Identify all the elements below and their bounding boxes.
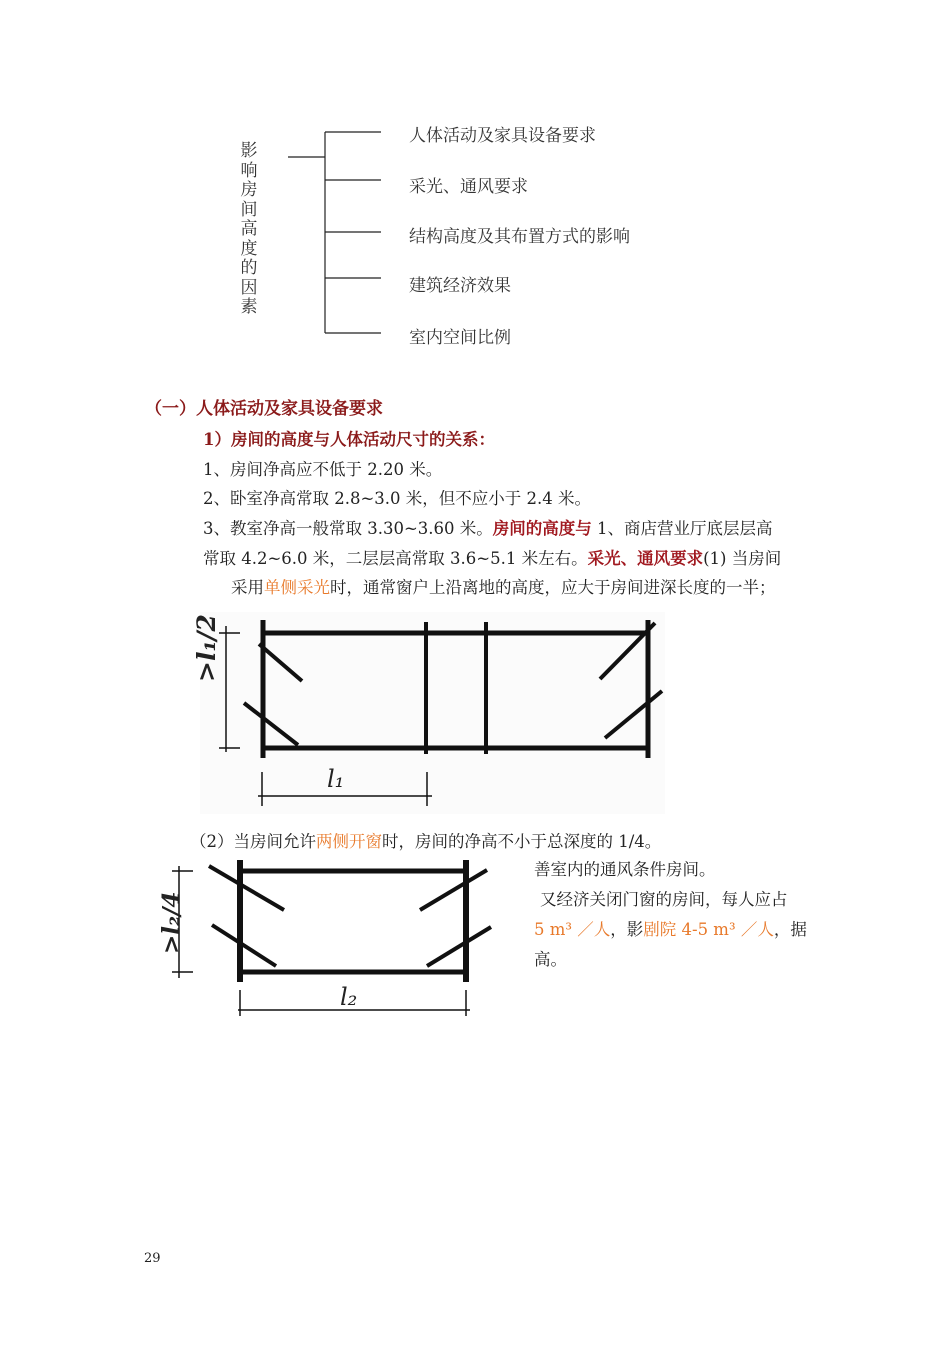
text-run: （2）当房间允许 [190,832,316,851]
figure1-horizontal-label: l₁ [327,765,345,793]
tree-item: 人体活动及家具设备要求 [409,126,596,146]
text-fragment: 高。 [534,950,567,969]
text-run: ，影 [610,920,644,939]
page-number: 29 [144,1251,161,1266]
highlight-orange: 单侧采光 [264,578,330,597]
text-run: 1、商店营业厅底层层高 [591,519,773,538]
text-run: (1) 当房间 [703,549,782,568]
text-run: 采用 [231,578,264,597]
text-fragment: 善室内的通风条件房间。 [534,860,716,879]
text-fragment [534,916,807,940]
paragraph-line: 2、卧室净高常取 2.8~3.0 米，但不应小于 2.4 米。 [203,489,592,508]
highlight-red: 采光、通风要求 [587,549,704,568]
figure2-horizontal-label: l₂ [340,983,358,1011]
text-run: ，据 [773,920,807,939]
tree-item: 室内空间比例 [409,328,511,348]
tree-item: 建筑经济效果 [409,276,511,296]
tree-item: 结构高度及其布置方式的影响 [409,227,630,247]
text-run: 常取 4.2~6.0 米，二层层高常取 3.6~5.1 米左右。 [203,549,588,568]
section-subheading: 1）房间的高度与人体活动尺寸的关系： [203,430,495,449]
section-heading: （一）人体活动及家具设备要求 [145,399,383,419]
text-run: 时，房间的净高不小于总深度的 1/4。 [382,832,662,851]
highlight-orange: 剧院 4-5 m³ ／人 [643,920,774,939]
highlight-orange: 两侧开窗 [316,832,382,851]
text-run: 时，通常窗户上沿离地的高度，应大于房间进深长度的一半； [330,578,776,597]
text-fragment: 又经济关闭门窗的房间，每人应占 [540,890,788,909]
highlight-orange: 5 m³ ／人 [534,920,611,939]
figure1-vertical-label: >l₁/2 [192,614,221,682]
paragraph-line: 1、房间净高应不低于 2.20 米。 [203,460,443,479]
tree-root-label: 影响房间高度的因素 [240,141,258,317]
tree-item: 采光、通风要求 [409,177,528,197]
highlight-red: 房间的高度与 [492,519,592,538]
figure2-vertical-label: >l₂/4 [158,891,185,954]
text-run: 3、教室净高一般常取 3.30~3.60 米。 [203,519,493,538]
